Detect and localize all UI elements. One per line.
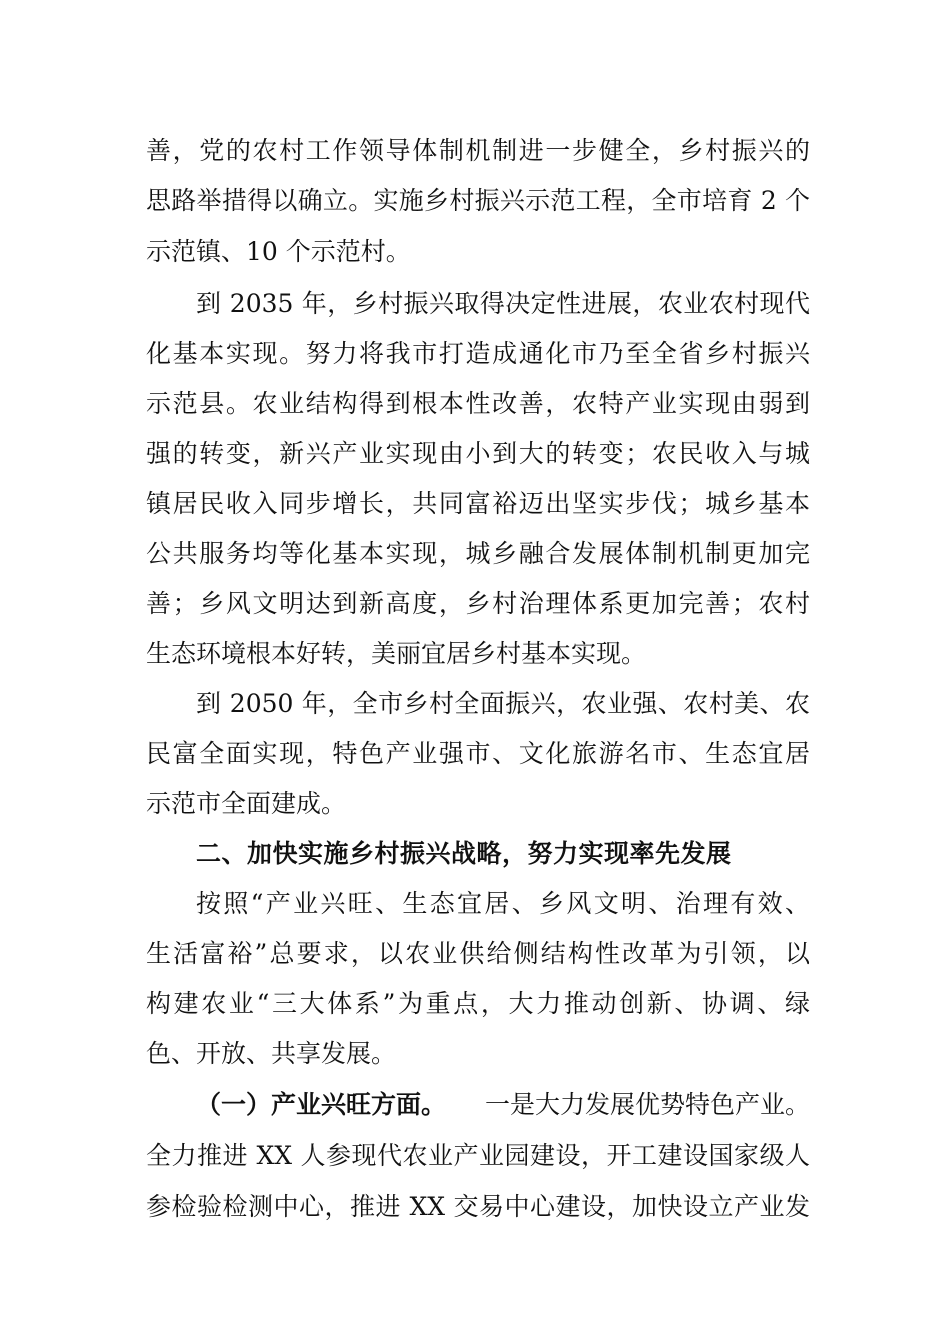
text-line: 全力推进 XX 人参现代农业产业园建设，开工建设国家级人 <box>146 1141 810 1170</box>
section-heading: 二、加快实施乡村振兴战略，努力实现率先发展 <box>196 839 732 868</box>
text-line: 到 2050 年，全市乡村全面振兴，农业强、农村美、农 <box>196 689 810 718</box>
text-line: 示范镇、10 个示范村。 <box>146 237 411 266</box>
text-line: 善，党的农村工作领导体制机制进一步健全，乡村振兴的 <box>146 136 810 165</box>
text-line: 善；乡风文明达到新高度，乡村治理体系更加完善；农村 <box>146 589 810 618</box>
text-line: 到 2035 年，乡村振兴取得决定性进展，农业农村现代 <box>196 289 810 318</box>
text-line: 构建农业“三大体系”为重点，大力推动创新、协调、绿 <box>146 989 810 1018</box>
text-line: 公共服务均等化基本实现，城乡融合发展体制机制更加完 <box>146 539 810 568</box>
text-line: 强的转变，新兴产业实现由小到大的转变；农民收入与城 <box>146 439 810 468</box>
text-line: 示范市全面建成。 <box>146 789 347 818</box>
text-line: 示范县。农业结构得到根本性改善，农特产业实现由弱到 <box>146 389 810 418</box>
text-line: 思路举措得以确立。实施乡村振兴示范工程，全市培育 2 个 <box>146 186 810 215</box>
text-line: 按照“产业兴旺、生态宜居、乡风文明、治理有效、 <box>196 889 810 918</box>
subsection-line <box>196 1088 810 1122</box>
text-line: 民富全面实现，特色产业强市、文化旅游名市、生态宜居 <box>146 739 810 768</box>
text-line: 生活富裕”总要求，以农业供给侧结构性改革为引领，以 <box>146 939 810 968</box>
text-segment: 一是大力发展优势特色产业。 <box>484 1090 810 1119</box>
text-line: 镇居民收入同步增长，共同富裕迈出坚实步伐；城乡基本 <box>146 489 810 518</box>
text-line: 化基本实现。努力将我市打造成通化市乃至全省乡村振兴 <box>146 339 810 368</box>
text-line: 色、开放、共享发展。 <box>146 1039 397 1068</box>
text-line: 参检验检测中心，推进 XX 交易中心建设，加快设立产业发 <box>146 1192 810 1221</box>
subsection-heading: （一）产业兴旺方面。 <box>196 1090 447 1119</box>
text-line: 生态环境根本好转，美丽宜居乡村基本实现。 <box>146 639 647 668</box>
